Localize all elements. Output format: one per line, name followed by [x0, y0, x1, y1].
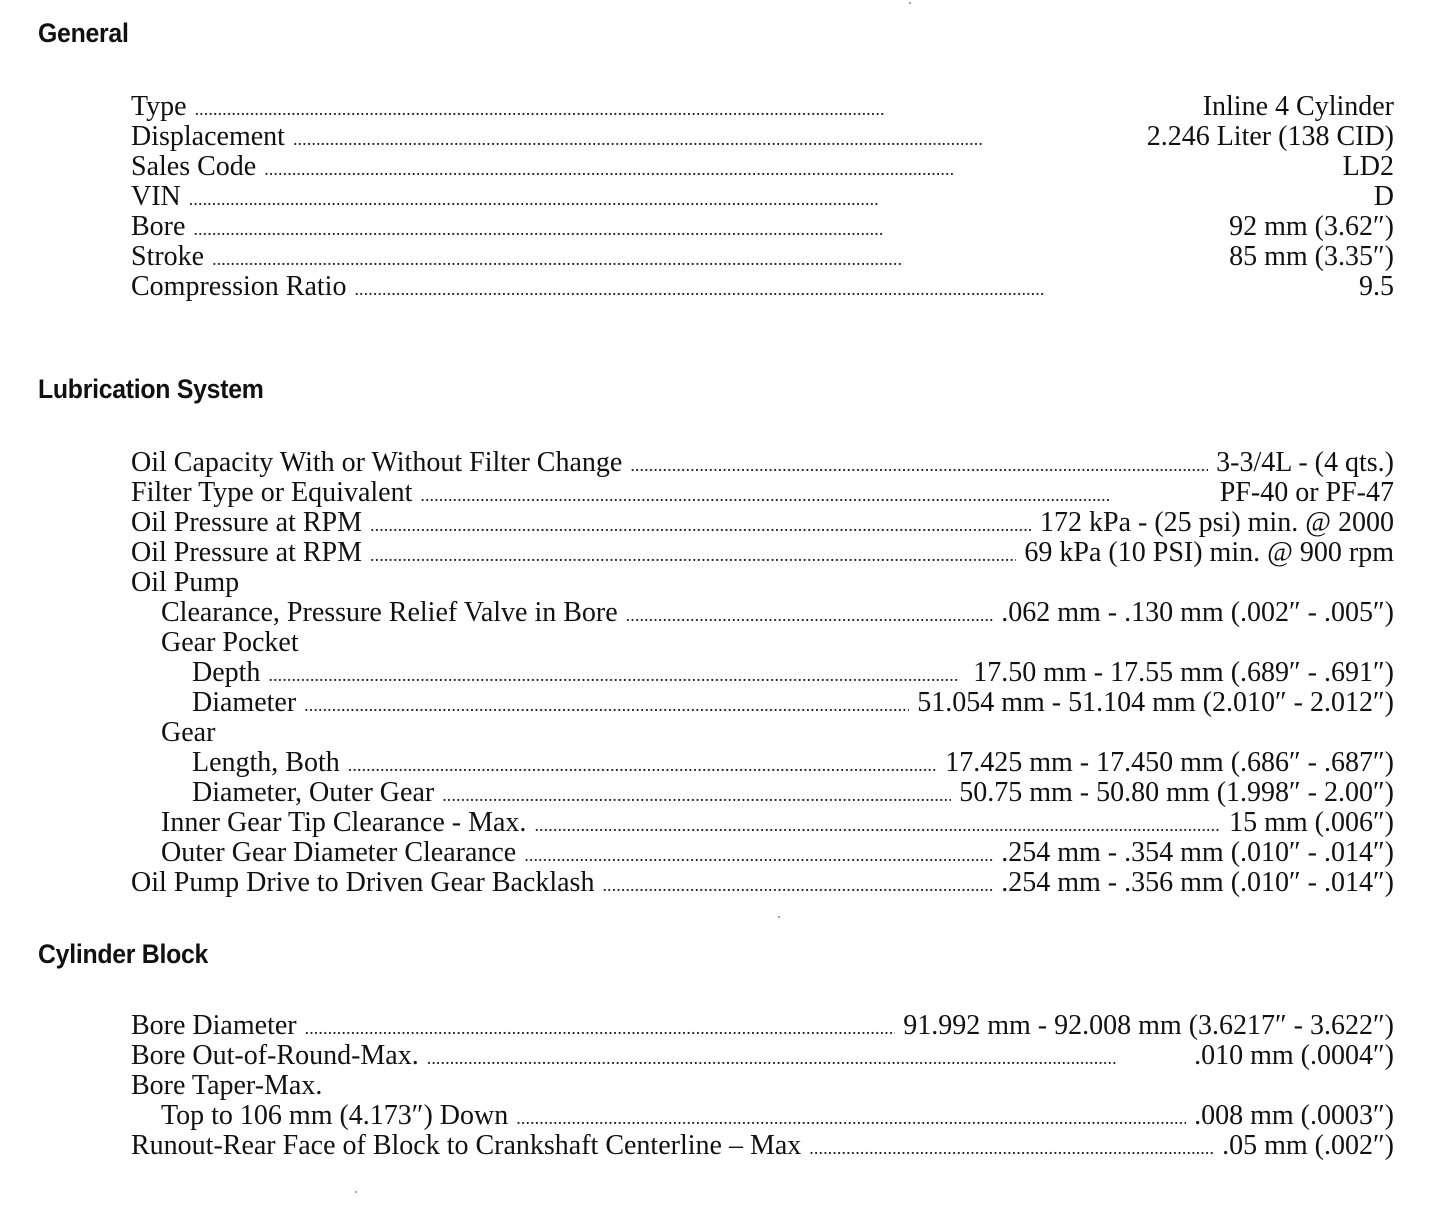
spec-label: Oil Capacity With or Without Filter Change: [131, 447, 623, 478]
spec-row: [131, 448, 1394, 478]
spec-value: 2.246 Liter (138 CID): [1146, 121, 1394, 152]
spec-label: Diameter, Outer Gear: [192, 777, 435, 808]
spec-value: 92 mm (3.62″): [1229, 211, 1394, 242]
spec-value: 9.5: [1359, 271, 1394, 302]
spec-label: Displacement: [131, 121, 285, 152]
spec-label: Bore: [131, 211, 186, 242]
leader-dots: [516, 1103, 1186, 1133]
spec-value: 51.054 mm - 51.104 mm (2.010″ - 2.012″): [917, 687, 1394, 718]
spec-value: .010 mm (.0004″): [1194, 1040, 1394, 1071]
spec-row: [161, 598, 1394, 628]
spec-label: Sales Code: [131, 151, 257, 182]
spec-row: [131, 182, 1394, 212]
spec-label: Oil Pump Drive to Driven Gear Backlash: [131, 867, 595, 898]
spec-label: Type: [131, 91, 187, 122]
spec-row: [131, 1041, 1394, 1071]
spec-row: [161, 1101, 1394, 1131]
spec-label: Inner Gear Tip Clearance - Max.: [161, 807, 527, 838]
leader-dots: [524, 840, 993, 870]
leader-dots: [427, 1043, 1186, 1073]
spec-value: 17.50 mm - 17.55 mm (.689″ - .691″): [973, 657, 1394, 688]
spec-label: Stroke: [131, 241, 205, 272]
leader-dots: [268, 660, 965, 690]
spec-label: Runout-Rear Face of Block to Crankshaft Centerline – Max: [131, 1130, 802, 1161]
spec-value: 17.425 mm - 17.450 mm (.686″ - .687″): [945, 747, 1394, 778]
spec-label: Clearance, Pressure Relief Valve in Bore: [161, 597, 618, 628]
spec-value: .254 mm - .356 mm (.010″ - .014″): [1001, 867, 1394, 898]
spec-row: [131, 272, 1394, 302]
spec-label: Bore Out-of-Round-Max.: [131, 1040, 419, 1071]
spec-value: Inline 4 Cylinder: [1202, 91, 1394, 122]
spec-label: Length, Both: [192, 747, 340, 778]
leader-dots: [630, 450, 1208, 480]
section-title-general: General: [38, 18, 129, 48]
spec-row: [131, 568, 1394, 598]
leader-dots: [189, 184, 1366, 214]
spec-value: .008 mm (.0003″): [1194, 1100, 1394, 1131]
leader-dots: [370, 510, 1032, 540]
spec-row: [161, 808, 1394, 838]
spec-row: [131, 92, 1394, 122]
spec-label: Bore Diameter: [131, 1010, 297, 1041]
leader-dots: [348, 750, 937, 780]
spec-row: [131, 242, 1394, 272]
spec-value: 172 kPa - (25 psi) min. @ 2000: [1040, 507, 1394, 538]
spec-label: Gear: [161, 717, 216, 748]
spec-value: 50.75 mm - 50.80 mm (1.998″ - 2.00″): [959, 777, 1394, 808]
spec-label: Depth: [192, 657, 261, 688]
leader-dots: [305, 1013, 896, 1043]
spec-row: [192, 778, 1394, 808]
spec-value: LD2: [1342, 151, 1394, 182]
leader-dots: [304, 690, 909, 720]
spec-value: .05 mm (.002″): [1222, 1130, 1394, 1161]
leader-dots: [354, 274, 1351, 304]
spec-row: [131, 122, 1394, 152]
spec-row: [192, 658, 1394, 688]
spec-value: 91.992 mm - 92.008 mm (3.6217″ - 3.622″): [903, 1010, 1394, 1041]
spec-value: 69 kPa (10 PSI) min. @ 900 rpm: [1024, 537, 1394, 568]
spec-row: [131, 868, 1394, 898]
spec-row: [131, 478, 1394, 508]
spec-label: Compression Ratio: [131, 271, 347, 302]
leader-dots: [212, 244, 1221, 274]
spec-value: 3-3/4L - (4 qts.): [1216, 447, 1394, 478]
spec-value: PF-40 or PF-47: [1219, 477, 1394, 508]
spec-label: Filter Type or Equivalent: [131, 477, 413, 508]
leader-dots: [193, 214, 1221, 244]
spec-row: [161, 718, 1394, 748]
scan-speck: [355, 1191, 357, 1193]
spec-row: [192, 688, 1394, 718]
leader-dots: [195, 94, 1195, 124]
leader-dots: [442, 780, 951, 810]
spec-value: 15 mm (.006″): [1229, 807, 1394, 838]
leader-dots: [534, 810, 1221, 840]
spec-value: .062 mm - .130 mm (.002″ - .005″): [1001, 597, 1394, 628]
spec-label: Bore Taper-Max.: [131, 1070, 323, 1101]
spec-row: [161, 628, 1394, 658]
spec-row: [131, 1131, 1394, 1161]
spec-row: [131, 1011, 1394, 1041]
spec-value: .254 mm - .354 mm (.010″ - .014″): [1001, 837, 1394, 868]
spec-label: VIN: [131, 181, 181, 212]
spec-row: [131, 212, 1394, 242]
spec-label: Outer Gear Diameter Clearance: [161, 837, 517, 868]
spec-label: Top to 106 mm (4.173″) Down: [161, 1100, 509, 1131]
leader-dots: [626, 600, 994, 630]
spec-value: 85 mm (3.35″): [1229, 241, 1394, 272]
leader-dots: [370, 540, 1016, 570]
scan-speck: [909, 2, 911, 4]
spec-row: [161, 838, 1394, 868]
section-title-cylinder-block: Cylinder Block: [38, 939, 209, 969]
spec-row: [131, 538, 1394, 568]
leader-dots: [602, 870, 993, 900]
leader-dots: [264, 154, 1334, 184]
leader-dots: [809, 1133, 1214, 1163]
spec-value: D: [1373, 181, 1394, 212]
spec-row: [131, 152, 1394, 182]
spec-label: Oil Pressure at RPM: [131, 507, 362, 538]
leader-dots: [420, 480, 1211, 510]
spec-label: Oil Pressure at RPM: [131, 537, 362, 568]
spec-row: [192, 748, 1394, 778]
spec-label: Diameter: [192, 687, 297, 718]
leader-dots: [293, 124, 1139, 154]
scan-speck: [778, 916, 780, 918]
spec-label: Gear Pocket: [161, 627, 299, 658]
section-title-lubrication-system: Lubrication System: [38, 374, 264, 404]
spec-row: [131, 1071, 1394, 1101]
spec-row: [131, 508, 1394, 538]
spec-label: Oil Pump: [131, 567, 240, 598]
